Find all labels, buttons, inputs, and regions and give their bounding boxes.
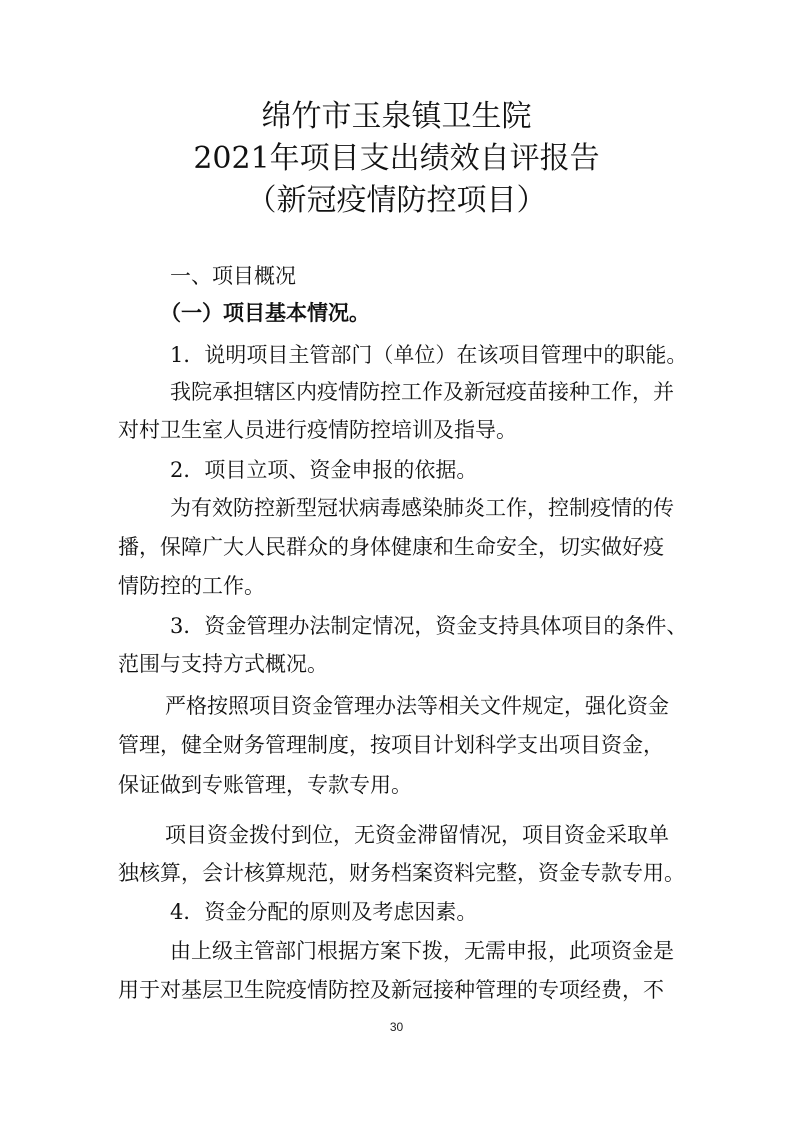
item3-heading: 范围与支持方式概况。	[118, 652, 328, 676]
item3-text-line: 严格按照项目资金管理办法等相关文件规定，强化资金	[165, 694, 669, 718]
item3-heading: 3．资金管理办法制定情况，资金支持具体项目的条件、	[170, 614, 688, 638]
section-heading: 一、项目概况	[170, 264, 296, 288]
subsection-heading: （一）项目基本情况。	[160, 300, 370, 325]
item1-heading: 1．说明项目主管部门（单位）在该项目管理中的职能。	[170, 343, 688, 367]
item4-text-line: 用于对基层卫生院疫情防控及新冠接种管理的专项经费，不	[118, 978, 664, 1002]
item2-heading: 2．项目立项、资金申报的依据。	[170, 458, 478, 482]
item2-text-line: 情防控的工作。	[118, 574, 265, 598]
item2-text-line: 为有效防控新型冠状病毒感染肺炎工作，控制疫情的传	[170, 496, 674, 520]
item3-text-line: 独核算，会计核算规范，财务档案资料完整，资金专款专用。	[118, 861, 685, 885]
item2-text-line: 播，保障广大人民群众的身体健康和生命安全，切实做好疫	[118, 535, 664, 559]
item3-text-line: 项目资金拨付到位，无资金滞留情况，项目资金采取单	[165, 823, 669, 847]
page-number: 30	[389, 1020, 404, 1034]
title-line-1: 绵竹市玉泉镇卫生院	[261, 99, 532, 134]
item3-text-line: 保证做到专账管理，专款专用。	[118, 773, 412, 797]
item4-heading: 4．资金分配的原则及考虑因素。	[170, 900, 478, 924]
item4-text-line: 由上级主管部门根据方案下拨，无需申报，此项资金是	[170, 939, 674, 963]
item1-text-line: 我院承担辖区内疫情防控工作及新冠疫苗接种工作，并	[170, 380, 674, 404]
item1-text-line: 对村卫生室人员进行疫情防控培训及指导。	[118, 418, 517, 442]
title-line-2: 2021年项目支出绩效自评报告	[193, 141, 600, 176]
title-line-3: （新冠疫情防控项目）	[246, 183, 547, 218]
item3-text-line: 管理，健全财务管理制度，按项目计划科学支出项目资金，	[118, 733, 664, 757]
